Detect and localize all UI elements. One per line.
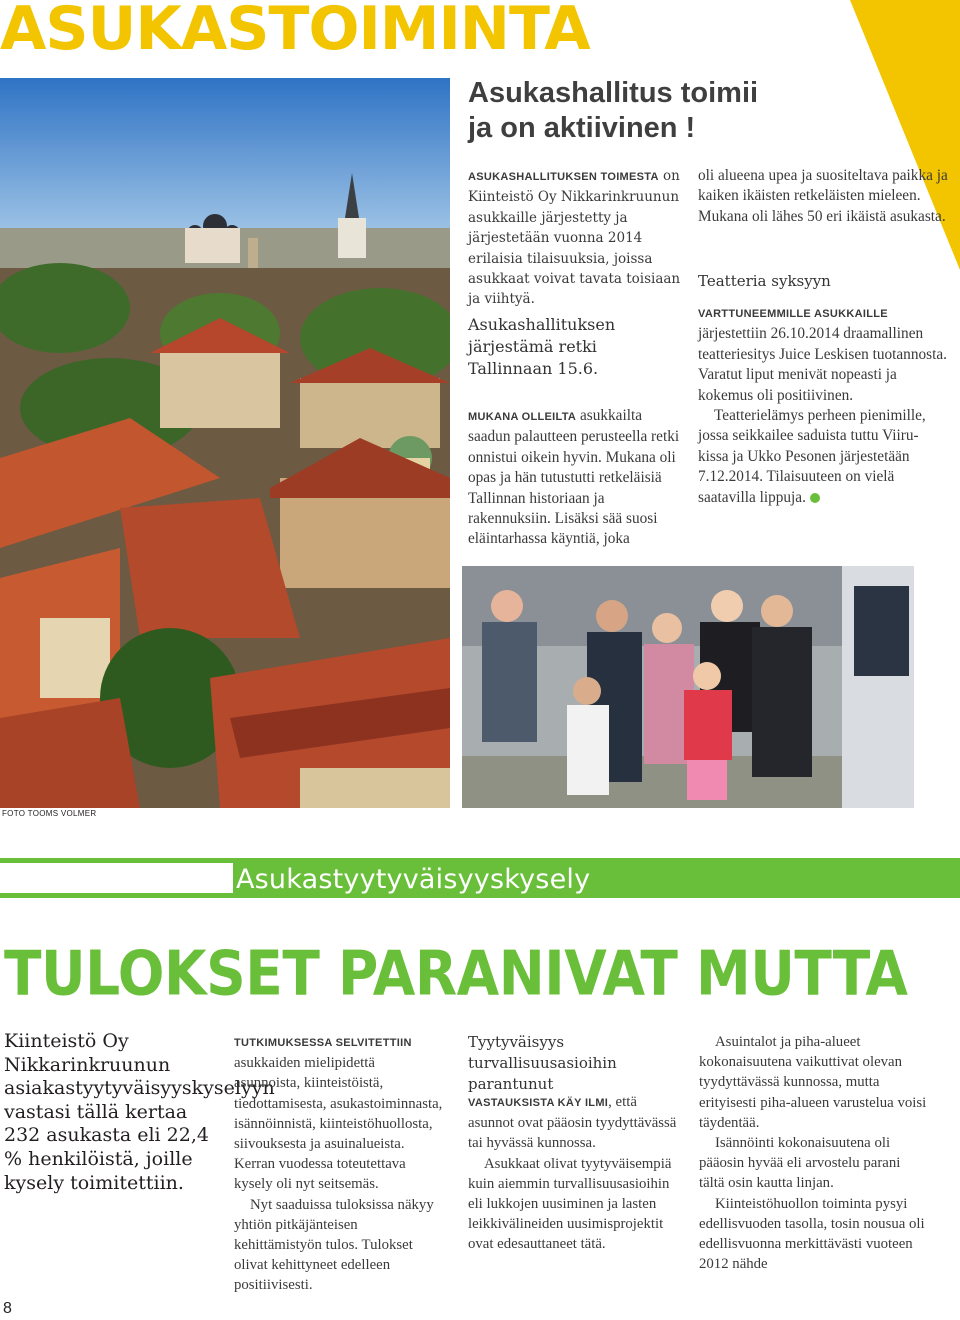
paragraph-text: asukkaiden mielipidettä asunnoista, kiinteistöistä, tiedottamisesta, asukastoiminnasta, isännöinnistä, kiinteistöhuollosta, siivouksesta ja asuinalueista. Kerran vuodessa toteutettava kysely oli nyt seitsemäs. (234, 1055, 443, 1193)
survey-column-3 (699, 1032, 929, 1274)
lead-in-caps: VASTAUKSISTA KÄY ILMI (468, 1097, 609, 1109)
paragraph-text: Isännöinti kokonaisuutena oli pääosin hyvää eli arvostelu parani tältä osin kautta linjan. (699, 1135, 901, 1192)
trip-paragraph-continued (698, 166, 948, 227)
paragraph-text: , että asunnot ovat pääosin tyydyttävässä tai hyvässä kunnossa. (468, 1094, 677, 1152)
photo-credit: FOTO TOOMS VOLMER (2, 809, 97, 818)
article-headline (468, 76, 828, 146)
tallinn-old-town-photo (0, 78, 450, 808)
survey-band-inner-gap (0, 863, 233, 893)
corner-triangle-decoration (850, 0, 960, 270)
survey-section-label: Asukastyytyväisyyskysely (236, 864, 591, 895)
page-number: 8 (3, 1300, 12, 1317)
subheading-theatre: Teatteria syksyyn (698, 272, 831, 290)
lead-in-caps: VARTTUNEEMMILLE ASUKKAILLE (698, 308, 888, 320)
section-title: ASUKASTOIMINTA (0, 0, 590, 64)
theatre-paragraphs (698, 303, 948, 508)
paragraph-text: asukkailta saadun palautteen perusteella retki onnistui oikein hyvin. Mukana oli opas ja hän tutustutti retkeläisiä Tallinnan historiaan ja rakennuksiin. Lisäksi sää suosi eläintarhassa käyntiä, joka (468, 407, 680, 548)
subheading-tallinn-trip: Asukashallituksen järjestämä retki Tallinnaan 15.6. (468, 315, 616, 378)
survey-lead-text: Kiinteistö Oy Nikkarinkruunun asiakastyytyväisyyskyselyyn vastasi tällä kertaa 232 asukasta eli 22,4 % henkilöistä, joille kysely toimitettiin. (4, 1030, 275, 1194)
paragraph-text: Kiinteistöhuollon toiminta pysyi edellisvuoden tasolla, tosin nousua oli edellisvuonna merkittävästi vuoteen 2012 nähde (699, 1195, 925, 1273)
survey-column-2 (468, 1092, 683, 1255)
paragraph-text: on Kiinteistö Oy Nikkarinkruunun asukkaille järjestetty ja järjestetään vuonna 2014 erilaisia tilaisuuksia, joissa asukkaat voivat tavata toisiaan ja viihtyä. (468, 168, 681, 308)
headline-line-1: Asukashallitus toimii (468, 77, 759, 109)
trip-paragraph (468, 406, 688, 550)
end-mark-dot (810, 493, 820, 503)
intro-paragraph (468, 166, 688, 310)
survey-headline: TULOKSET PARANIVAT MUTTA (4, 937, 908, 1010)
paragraph-text: Asuintalot ja piha-alueet kokonaisuutena vaikuttivat olevan tyydyttävässä kunnossa, mutta erityisesti piha-alueen varustelua voisi täydentää. (699, 1034, 927, 1131)
paragraph-text: Nyt saaduissa tuloksissa näkyy yhtiön pitkäjänteisen kehittämistyön tulos. Tulokset olivat kehittyneet edelleen positiivisesti. (234, 1196, 434, 1294)
paragraph-text: Asukkaat olivat tyytyväisempiä kuin aiemmin turvallisuusasioihin eli lukkojen uusiminen ja lasten leikkivälineiden uusimisprojektit ovat edesauttaneet tätä. (468, 1155, 672, 1253)
subheading-safety: Tyytyväisyys turvallisuusasioihin parantunut (468, 1033, 617, 1093)
lead-in-caps: MUKANA OLLEILTA (468, 411, 577, 423)
headline-line-2: ja on aktiivinen ! (468, 112, 696, 144)
lead-in-caps: ASUKASHALLITUKSEN TOIMESTA (468, 171, 659, 183)
paragraph-text: oli alueena upea ja suositeltava paikka ja kaiken ikäisten retkeläisten mieleen. Mukana oli lähes 50 eri ikäistä asukasta. (698, 167, 948, 225)
paragraph-text: Teatterielämys perheen pienimille, jossa seikkailee saduista tuttu Viiru-kissa ja Ukko Pesonen järjestetään 7.12.2014. Tilaisuuteen on vielä saatavilla lippuja. (698, 407, 926, 506)
lead-in-caps: TUTKIMUKSESSA SELVITETTIIN (234, 1037, 412, 1049)
survey-column-1 (234, 1032, 444, 1296)
group-photo (462, 566, 914, 808)
paragraph-text: järjestettiin 26.10.2014 draamallinen teatteriesitys Juice Leskisen tuotannosta. Varatut liput menivät nopeasti ja kokemus oli positiivinen. (698, 325, 947, 404)
